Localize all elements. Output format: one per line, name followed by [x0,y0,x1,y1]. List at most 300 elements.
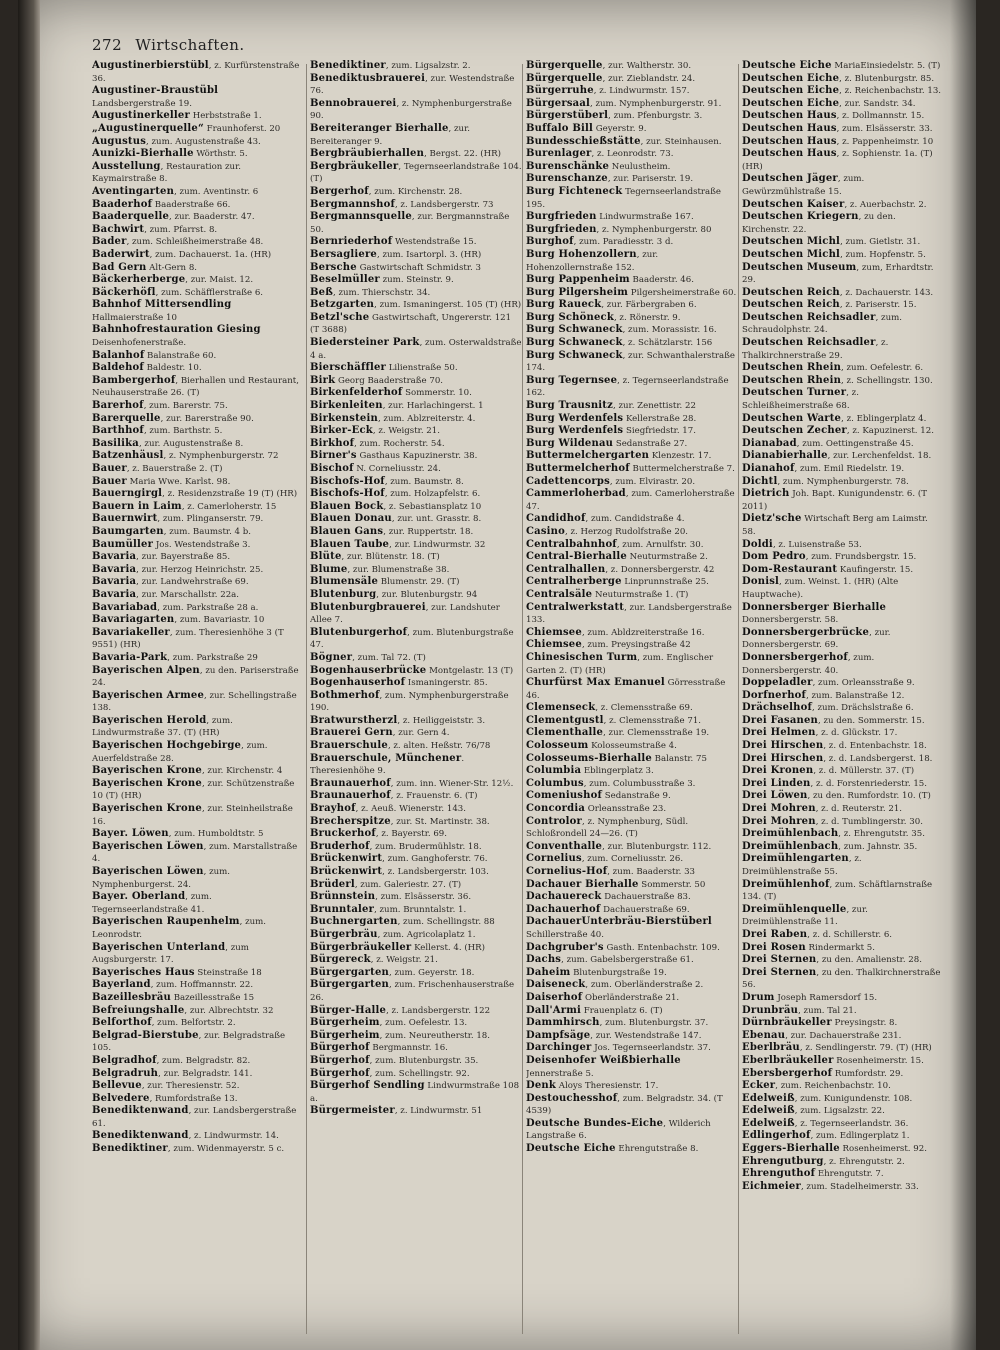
directory-entry [310,904,522,917]
directory-entry [526,627,738,640]
entry-name: Bachwirt [92,223,145,235]
entry-name: Deutsche Eiche [742,60,832,71]
entry-name: Edelweiß [742,1105,795,1117]
entry-address: Dachauerstraße 83. [601,892,691,903]
entry-name: Edelweiß [742,1117,795,1129]
entry-address: , zum. Schäftlarnstraße 134. (T) [742,879,933,903]
directory-entry [92,501,304,514]
directory-entry [92,161,304,186]
directory-entry [526,148,738,161]
directory-entry [92,123,304,136]
entry-name: Burg Schöneck [526,311,614,323]
entry-name: Conventhalle [526,840,603,852]
entry-address: , zum. Orleansstraße 9. [812,678,915,689]
directory-entry [310,148,522,161]
directory-entry [526,324,738,337]
directory-entry [92,841,304,866]
directory-entry [742,425,942,438]
directory-entry [526,551,738,564]
entry-address: , zum. Aventinstr. 6 [174,186,259,197]
directory-entry [526,1030,738,1043]
entry-address: Orleansstraße 23. [585,804,667,815]
entry-name: Bürgersaal [526,97,591,109]
entry-name: Churfürst Max Emanuel [526,677,665,689]
entry-name: Eichmeier [742,1180,801,1192]
directory-entry [526,274,738,287]
entry-address: Sommerstr. 50 [638,879,706,890]
directory-entry [526,1017,738,1030]
directory-entry [310,123,522,148]
entry-name: Buchnergarten [310,916,398,928]
directory-entry [526,715,738,728]
entry-name: Bothmerhof [310,689,380,701]
directory-entry [742,73,942,86]
entry-name: Bambergerhof [92,374,176,386]
directory-entry [310,929,522,942]
entry-name: Drum [742,991,775,1003]
entry-name: Bäckerherberge [92,274,186,286]
entry-name: Drei Kronen [742,765,814,777]
directory-entry [526,841,738,854]
entry-name: Augustinerkeller [92,110,190,122]
entry-name: Deisenhofer Weißbierhalle [526,1054,681,1066]
entry-name: Bogenhauserbrücke [310,664,427,676]
entry-address: , z. d. Reuterstr. 21. [815,804,903,815]
entry-address: , zur. Barerstraße 90. [160,413,254,424]
entry-name: Burg Pappenheim [526,274,630,286]
directory-entry [742,841,942,854]
entry-address: , zum. Tegernseerlandstraße 41. [92,892,212,915]
entry-name: Bürger-Halle [310,1004,387,1016]
entry-name: Bavaria [92,551,137,563]
entry-name: Bögner [310,651,353,663]
entry-address: , zum. inn. Wiener-Str. 12½. [390,778,514,789]
entry-address: Sommerstr. 10. [402,388,472,399]
directory-entry [742,828,942,841]
entry-address: Jos. Tegernseerlandstr. 37. [591,1043,711,1054]
entry-name: Doppeladler [742,677,813,689]
directory-entry [526,513,738,526]
entry-address: Westendstraße 15. [392,237,477,248]
directory-entry [310,1017,522,1030]
directory-entry [92,350,304,363]
directory-entry [92,85,304,110]
entry-address: , zum. Plinganserstr. 79. [157,514,264,525]
entry-name: Barerquelle [92,412,161,424]
directory-entry [526,123,738,136]
entry-name: Edelweiß [742,1092,795,1104]
directory-entry [742,262,942,287]
entry-address: , zum. Nymphenburgerst. 24. [92,867,231,890]
entry-address: Steinstraße 18 [194,967,262,978]
entry-name: Birk [310,374,336,386]
entry-address: Linprunnstraße 25. [621,577,709,588]
entry-name: Bürgerquelle [526,72,603,84]
entry-name: Bürgerhof [310,1067,370,1079]
entry-name: Centralherberge [526,576,622,588]
directory-entry [92,942,304,967]
entry-name: Buffalo Bill [526,122,594,134]
entry-name: Bayerischen Hochgebirge [92,740,242,752]
directory-entry [310,98,522,123]
entry-address: , zum. Frundsbergstr. 15. [805,552,917,563]
directory-entry [742,60,942,73]
directory-entry [310,274,522,287]
entry-address: , zum. Baumstr. 4 b. [163,526,251,537]
entry-name: Dreimühlenbach [742,840,839,852]
directory-entry [310,299,522,312]
entry-address: , zur. St. Martinstr. 38. [390,816,490,827]
directory-entry [92,362,304,375]
entry-name: Deutschen Zecher [742,425,847,437]
directory-entry [310,727,522,740]
entry-name: Dachauer Bierhalle [526,878,639,890]
directory-entry [310,387,522,400]
directory-entry [526,1055,738,1080]
entry-name: Bayerischen Krone [92,765,202,777]
entry-name: Columbia [526,765,582,777]
entry-address: , zum. Baaderstr. 33 [607,867,696,877]
entry-address: , zum. Nymphenburgerstr. 78. [777,476,909,487]
directory-entry [526,1118,738,1143]
entry-name: Bavaria [92,576,137,588]
entry-name: Daiserhof [526,991,583,1003]
entry-address: , zum. Brunntalstr. 1. [374,904,467,915]
entry-address: , Wilderich Langstraße 6. [526,1118,711,1142]
entry-name: Bürgerbräukeller [310,941,412,953]
entry-name: Dampfsäge [526,1029,591,1041]
entry-address: , zum. Elsässerstr. 36. [375,892,472,903]
entry-name: Beß [310,286,334,298]
entry-name: Drei Linden [742,777,811,789]
directory-entry [310,488,522,501]
entry-address: , z. Reichenbachstr. 13. [839,86,942,97]
entry-name: Bayer. Löwen [92,828,169,840]
entry-name: Dianahof [742,463,795,474]
entry-name: Buttermelcherhof [526,463,630,474]
directory-entry [526,136,738,149]
entry-name: Deutschen Reichsadler [742,311,876,323]
entry-name: Brünnstein [310,891,376,903]
directory-entry [742,967,942,992]
entry-address: , zur. Maist. 12. [185,275,254,286]
directory-entry [92,803,304,828]
entry-address: , zum. Oettingenstraße 45. [796,438,914,449]
directory-entry [742,602,942,627]
entry-address: , z. Tegernseerlandstraße 162. [526,375,729,399]
entry-address: , z. Herzog Rudolfstraße 20. [565,526,689,537]
directory-entry [742,173,942,198]
entry-name: Deutschen Kaiser [742,198,845,210]
directory-entry [92,992,304,1005]
directory-entry [742,1105,942,1118]
entry-address: , zum. Kunigundenstr. 108. [794,1093,913,1104]
directory-entry [92,324,304,349]
directory-entry [742,463,942,476]
entry-name: Donnersbergerhof [742,651,848,663]
directory-entry [310,1005,522,1018]
directory-entry [526,790,738,803]
entry-name: Dürnbräukeller [742,1017,832,1029]
entry-address: , zur. Lerchenfeldst. 18. [827,451,932,462]
entry-address: , z. Aeuß. Wienerstr. 143. [355,804,467,815]
directory-entry [92,690,304,715]
entry-name: Drei Helmen [742,727,816,739]
directory-entry [742,1118,942,1131]
entry-address: , z. Leonrodstr. 73. [591,149,674,160]
directory-entry [92,463,304,476]
directory-entry [742,211,942,236]
directory-entry [310,979,522,1004]
entry-address: , zur. Schwanthalerstraße 174. [526,350,735,374]
entry-address: , zum. Marstallstraße 4. [92,841,298,865]
entry-address: Gasthaus Kapuzinerstr. 38. [356,451,478,462]
directory-entry [310,60,522,73]
entry-address: , zum. Reichenbachstr. 10. [775,1081,891,1092]
directory-entry [92,438,304,451]
directory-entry [310,249,522,262]
entry-address: , z. Dachauerstr. 143. [839,287,934,298]
entry-address: , zum. Nymphenburgerstraße 190. [310,690,509,714]
entry-address: , zu den. Thalkirchnerstraße 56. [742,967,941,991]
entry-name: Bratwurstherzl [310,714,398,726]
directory-entry [310,501,522,514]
directory-entry [310,1080,522,1105]
entry-name: Deutschen Haus [742,148,837,160]
directory-entry [526,992,738,1005]
directory-entry [526,904,738,917]
entry-name: Burg Tegernsee [526,374,618,386]
entry-address: , zur. Clemensstraße 19. [603,728,710,739]
entry-address: , z. d. Schillerstr. 6. [807,929,893,940]
entry-name: Bürgerheim [310,1017,380,1029]
entry-name: Deutschen Eiche [742,97,840,109]
directory-entry [310,954,522,967]
directory-entry [310,1055,522,1068]
entry-name: Bavaria [92,563,137,575]
directory-entry [742,753,942,766]
directory-entry [310,602,522,627]
directory-entry [92,589,304,602]
entry-name: Drei Raben [742,928,808,940]
directory-column-2 [310,60,522,1340]
entry-address: Balanstr. 75 [651,753,707,764]
directory-entry [526,350,738,375]
directory-entry [92,979,304,992]
entry-address: , z. d. Müllerstr. 37. (T) [813,766,915,777]
entry-name: Burg Trausnitz [526,400,613,412]
entry-address: , zum. Preysingstraße 42 [581,640,691,651]
entry-address: MariaEinsiedelstr. 5. (T) [831,61,941,71]
entry-address: , z. Rönerstr. 9. [613,312,681,323]
entry-name: Ehrenguthof [742,1168,816,1180]
entry-address: , zum. Gietlstr. 31. [840,237,921,248]
directory-entry [742,362,942,375]
entry-address: , zu den. Sommerstr. 15. [818,715,925,726]
entry-address: , zur. Steinheilstraße 16. [92,804,293,827]
entry-address: , zum. Galeriestr. 27. (T) [354,879,462,890]
directory-entry [310,916,522,929]
entry-address: , z. Eblingerplatz 4. [841,413,927,424]
entry-name: Biedersteiner Park [310,337,420,349]
directory-entry [526,879,738,892]
entry-name: Beselmüller [310,274,380,286]
directory-entry [310,690,522,715]
directory-entry [742,702,942,715]
entry-address: , zum. Tal 21. [798,1005,857,1016]
entry-name: Casino [526,525,566,537]
entry-address: , zum. Bavariastr. 10 [174,615,265,626]
entry-name: Deutschen Turner [742,387,847,399]
directory-entry [526,249,738,274]
column-divider [522,64,523,1334]
entry-name: Drei Mohren [742,815,816,827]
entry-name: Brückenwirt [310,866,383,877]
directory-entry [526,450,738,463]
directory-entry [92,287,304,300]
directory-entry [742,476,942,489]
entry-address: , zum. Oberländerstraße 2. [585,980,704,991]
entry-address: Joseph Ramersdorf 15. [774,992,878,1003]
entry-address: , Bergst. 22. (HR) [424,149,501,160]
entry-address: , zur. Zieblandstr. 24. [602,73,696,84]
entry-address: , zum. Schleißheimerstraße 48. [126,237,264,248]
entry-name: Destouchesshof [526,1092,618,1104]
entry-address: , zur. Landsbergerstraße 61. [92,1106,297,1129]
entry-address: , zur. Dreimühlenstraße 11. [742,904,868,928]
entry-address: , zum. Barthstr. 5. [143,426,223,437]
entry-address: , zur. Bayerstraße 85. [136,552,231,563]
entry-name: Blutenburgbrauerei [310,601,426,613]
directory-entry [742,715,942,728]
entry-address: , zum. Belfortstr. 2. [151,1018,236,1029]
directory-entry [526,816,738,841]
directory-entry [92,186,304,199]
entry-name: Eggers-Bierhalle [742,1143,840,1155]
entry-address: Ismaningerstr. 85. [405,678,488,689]
entry-name: Aunizki-Bierhalle [92,148,194,160]
directory-entry [310,463,522,476]
entry-name: Eberlbräukeller [742,1054,834,1066]
directory-entry [742,287,942,300]
directory-entry [310,828,522,841]
directory-entry [310,853,522,866]
entry-name: Benediktiner [310,60,386,71]
directory-entry [310,576,522,589]
entry-name: Ehrengutburg [742,1155,824,1167]
entry-name: Bierschäffler [310,362,386,374]
entry-name: Cadettencorps [526,475,610,487]
directory-entry [742,110,942,123]
entry-address: , Tegernseerlandstraße 104. (T) [310,161,522,185]
entry-name: Bergmannshof [310,198,395,210]
entry-address: , zur. Baaderstr. 47. [169,212,255,223]
directory-entry [742,1168,942,1181]
directory-entry [310,312,522,337]
directory-entry [92,413,304,426]
directory-entry [92,450,304,463]
entry-address: , zur. Kirchenstr. 4 [201,766,283,777]
entry-address: , zur. Westendstraße 147. [590,1030,702,1041]
directory-entry [92,828,304,841]
directory-entry [526,979,738,992]
entry-address: Frauenplatz 6. (T) [581,1005,663,1016]
entry-address: Bergmannstr. 16. [369,1043,448,1054]
entry-address: Rosenheimerst. 92. [839,1144,927,1155]
entry-address: Oberländerstraße 21. [582,992,680,1003]
directory-entry [310,564,522,577]
entry-name: Bahnhof Mittersendling [92,299,232,311]
entry-address: , zur. Bereiteranger 9. [310,123,470,147]
entry-name: Baldehof [92,362,144,374]
entry-address: , zum. Candidstraße 4. [585,514,685,525]
directory-entry [742,740,942,753]
entry-address: , zum. Baumstr. 8. [384,476,464,487]
entry-address: Rindermarkt 5. [805,942,875,953]
entry-name: Daiseneck [526,979,586,991]
directory-entry [526,539,738,552]
directory-entry [742,954,942,967]
entry-name: Burenlager [526,148,592,160]
directory-entry [526,740,738,753]
entry-name: Brückenwirt [310,853,383,865]
entry-name: Barthhof [92,425,144,437]
entry-name: Bürgerhof [310,1054,370,1066]
directory-entry [92,400,304,413]
entry-name: Bauer [92,463,127,474]
entry-name: Central-Bierhalle [526,551,627,563]
directory-entry [742,879,942,904]
directory-entry [526,211,738,224]
entry-name: Deutschen Eiche [742,85,840,97]
entry-name: Dreimühlenbach [742,828,839,840]
directory-entry [310,375,522,388]
directory-column-1 [92,60,304,1340]
entry-name: Bayerischen Armee [92,689,205,701]
directory-entry [742,627,942,652]
entry-name: Bernriederhof [310,236,393,248]
entry-name: Centralhallen [526,563,606,575]
directory-entry [92,602,304,615]
entry-address: , zum. Parkstraße 28 a. [157,602,259,613]
entry-name: Candidhof [526,513,586,525]
entry-address: , zur. Sandstr. 34. [839,98,916,109]
directory-entry [526,891,738,904]
section-title: Wirtschaften. [135,36,245,54]
directory-entry [526,727,738,740]
entry-address: , zum. Elvirastr. 20. [609,476,696,487]
directory-entry [742,199,942,212]
entry-address: , zum. Oefelestr. 6. [841,363,924,374]
entry-name: Ecker [742,1080,776,1092]
entry-name: Drei Sternen [742,954,817,966]
entry-address: Joh. Bapt. Kunigundenstr. 6. (T 2011) [742,489,927,512]
entry-name: Birkhof [310,437,355,449]
entry-name: Eberlbräu [742,1042,800,1054]
entry-address: , z. d. Tumblingerstr. 30. [815,816,923,827]
directory-entry [92,299,304,324]
entry-name: Dichtl [742,475,778,487]
entry-name: Bischof [310,463,354,474]
directory-entry [526,438,738,451]
directory-entry [526,85,738,98]
directory-entry [526,652,738,677]
entry-address: , z. Ehrengutstr. 35. [838,829,925,840]
directory-entry [310,891,522,904]
entry-name: Bischofs-Hof [310,475,385,487]
directory-entry [526,463,738,476]
entry-name: Brunntaler [310,903,375,915]
